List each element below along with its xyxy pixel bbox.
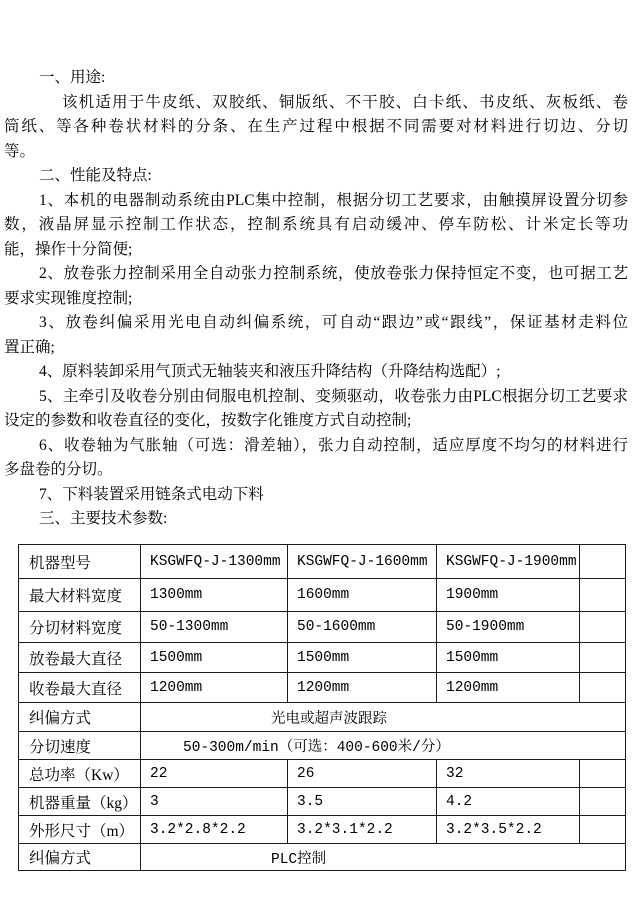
text-line: 二、性能及特点: [39,167,152,184]
table-cell: 4.2 [437,788,580,816]
row-label: 分切速度 [19,732,141,760]
table-row [19,579,626,612]
text-line: 一、用途: [39,69,106,86]
row-label: 放卷最大直径 [19,643,141,673]
text-line: 要求实现锥度控制; [4,289,133,307]
table-cell [580,788,626,816]
table-row [19,612,626,643]
row-label: 机器重量（kg） [19,788,141,816]
table-cell: 1500mm [141,643,288,673]
table-cell [580,760,626,788]
table-cell [580,816,626,844]
table-cell [580,673,626,703]
row-label: 收卷最大直径 [19,673,141,703]
table-cell: 1200mm [141,673,288,703]
table-cell: 50-1300mm [141,612,288,643]
text-line: 三、主要技术参数: [39,510,168,527]
table-cell: KSGWFQ-J-1900mm [437,545,580,579]
text-line: 能，操作十分简便; [4,240,133,258]
table-row [19,643,626,673]
text-line: 多盘卷的分切。 [4,461,113,478]
table-cell [580,579,626,612]
table-row [19,703,626,732]
text-line: 2、放卷张力控制采用全自动张力控制系统，使放卷张力保持恒定不变，也可据工艺 [39,265,628,282]
table-cell-merged: 50-300m/min（可选：400-600米/分） [141,732,626,760]
table-cell: 1900mm [437,579,580,612]
row-label: 分切材料宽度 [19,612,141,643]
table-cell: 1200mm [437,673,580,703]
row-label: 最大材料宽度 [19,579,141,612]
table-cell: 1200mm [288,673,437,703]
text-line: 该机适用于牛皮纸、双胶纸、铜版纸、不干胶、白卡纸、书皮纸、灰板纸、卷 [62,93,628,111]
document-body [4,66,628,532]
text-line: 1、本机的电器制动系统由PLC集中控制，根据分切工艺要求，由触摸屏设置分切参 [39,191,628,209]
table-cell [580,643,626,673]
text-line: 4、原料装卸采用气顶式无轴装夹和液压升降结构（升降结构选配）; [39,363,501,380]
table-row [19,844,626,871]
table-cell: 3.5 [288,788,437,816]
row-label: 纠偏方式 [19,703,141,732]
table-cell [580,612,626,643]
table-cell: 3.2*3.1*2.2 [288,816,437,844]
table-cell: 1300mm [141,579,288,612]
table-cell: 3.2*3.5*2.2 [437,816,580,844]
row-label: 机器型号 [19,545,141,579]
table-row [19,788,626,816]
table-row [19,545,626,579]
table-cell: 22 [141,760,288,788]
table-row [19,673,626,703]
row-label: 纠偏方式 [19,844,141,871]
table-row [19,760,626,788]
table-cell: KSGWFQ-J-1600mm [288,545,437,579]
table-cell: 1600mm [288,579,437,612]
table-cell: KSGWFQ-J-1300mm [141,545,288,579]
text-line: 设定的参数和收卷直径的变化，按数字化锥度方式自动控制; [4,412,412,429]
text-line: 5、主牵引及收卷分别由伺服电机控制、变频驱动，收卷张力由PLC根据分切工艺要求 [39,387,628,405]
specs-table [18,544,626,871]
table-cell: 50-1900mm [437,612,580,643]
table-row [19,816,626,844]
table-cell: 1500mm [437,643,580,673]
table-cell: 3 [141,788,288,816]
text-line: 6、收卷轴为气胀轴（可选：滑差轴），张力自动控制，适应厚度不均匀的材料进行 [39,436,628,454]
text-line: 3、放卷纠偏采用光电自动纠偏系统，可自动“跟边”或“跟线”，保证基材走料位 [39,314,628,331]
table-cell: 3.2*2.8*2.2 [141,816,288,844]
text-line: 筒纸、等各种卷状材料的分条、在生产过程中根据不同需要对材料进行切边、分切 [4,118,628,135]
row-label: 总功率（Kw） [19,760,141,788]
text-line: 等。 [4,142,36,160]
table-row [19,732,626,760]
row-label: 外形尺寸（m） [19,816,141,844]
specs-table-body [19,545,626,871]
table-cell [580,545,626,579]
table-cell-merged: PLC控制 [141,844,626,871]
text-line: 7、下料装置采用链条式电动下料 [39,485,264,503]
table-cell: 26 [288,760,437,788]
table-cell: 32 [437,760,580,788]
table-cell: 1500mm [288,643,437,673]
table-cell: 50-1600mm [288,612,437,643]
text-line: 置正确; [4,338,55,356]
table-cell-merged: 光电或超声波跟踪 [141,703,626,732]
text-line: 数，液晶屏显示控制工作状态，控制系统具有启动缓冲、停车防松、计米定长等功 [4,216,628,233]
